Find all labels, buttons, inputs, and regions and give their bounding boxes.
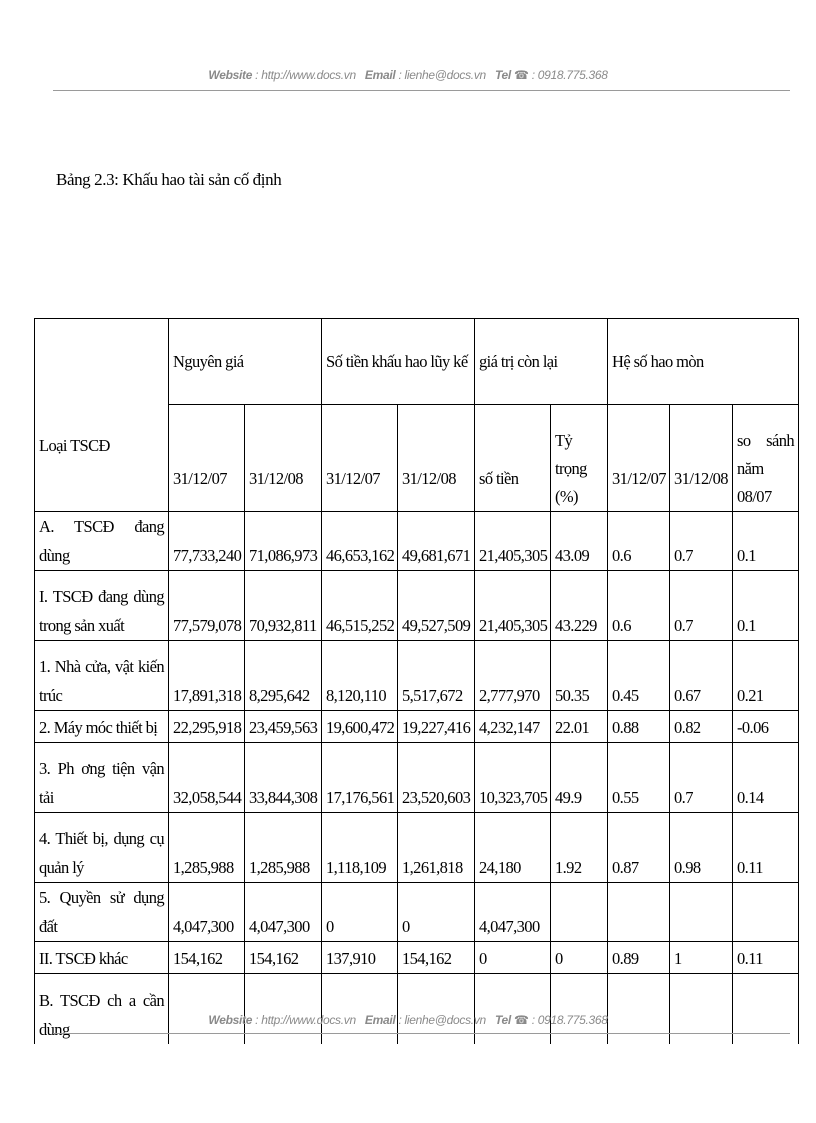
table-cell: 4,047,300 — [169, 883, 245, 942]
table-cell: 0.82 — [670, 711, 733, 743]
table-cell: 33,844,308 — [245, 743, 322, 813]
table-row — [35, 711, 799, 743]
table-cell: 17,891,318 — [169, 641, 245, 711]
row-label: 3. Ph ơng tiện vận tải — [35, 743, 169, 813]
table-cell — [608, 883, 670, 942]
email-value[interactable]: : lienhe@docs.vn — [398, 68, 486, 82]
table-cell: 0.7 — [670, 571, 733, 641]
table-cell: 8,120,110 — [322, 641, 398, 711]
website-label: Website — [208, 68, 253, 82]
sub-header-cell: 31/12/07 — [608, 405, 670, 512]
table-cell: 0.14 — [733, 743, 799, 813]
group-header-nguyen-gia: Nguyên giá — [169, 319, 322, 405]
table-row — [35, 641, 799, 711]
table-cell: 0.6 — [608, 512, 670, 571]
table-cell: 1,285,988 — [169, 813, 245, 883]
table-cell: 49,681,671 — [398, 512, 475, 571]
table-cell: 1 — [670, 942, 733, 974]
row-label: II. TSCĐ khác — [35, 942, 169, 974]
table-cell: 154,162 — [245, 942, 322, 974]
table-cell: 77,579,078 — [169, 571, 245, 641]
table-cell: 0.11 — [733, 813, 799, 883]
website-value[interactable]: : http://www.docs.vn — [255, 68, 356, 82]
tel-value: : 0918.775.368 — [531, 1013, 608, 1027]
table-cell: 46,653,162 — [322, 512, 398, 571]
table-cell: 0.1 — [733, 571, 799, 641]
page-footer — [0, 1013, 816, 1027]
table-cell: 0.21 — [733, 641, 799, 711]
table-cell: 154,162 — [398, 942, 475, 974]
depreciation-table — [34, 318, 799, 1044]
table-cell: 0.7 — [670, 743, 733, 813]
table-cell: 17,176,561 — [322, 743, 398, 813]
table-cell: 21,405,305 — [475, 512, 551, 571]
table-cell: 23,520,603 — [398, 743, 475, 813]
table-row — [35, 813, 799, 883]
tel-label: Tel — [494, 68, 511, 82]
table-cell: 1.92 — [551, 813, 608, 883]
table-cell: 1,118,109 — [322, 813, 398, 883]
table-cell: 0.88 — [608, 711, 670, 743]
email-label: Email — [364, 68, 396, 82]
table-cell: 46,515,252 — [322, 571, 398, 641]
table-cell: 23,459,563 — [245, 711, 322, 743]
row-label: I. TSCĐ đang dùng trong sản xuất — [35, 571, 169, 641]
row-label: 1. Nhà cửa, vật kiến trúc — [35, 641, 169, 711]
table-cell: 0.55 — [608, 743, 670, 813]
sub-header-cell: 31/12/07 — [322, 405, 398, 512]
table-cell: 50.35 — [551, 641, 608, 711]
sub-header-cell: 31/12/08 — [398, 405, 475, 512]
table-row — [35, 883, 799, 942]
table-row — [35, 942, 799, 974]
row-label: A. TSCĐ đang dùng — [35, 512, 169, 571]
sub-header-cell: số tiền — [475, 405, 551, 512]
table-cell: 0.7 — [670, 512, 733, 571]
table-cell: 2,777,970 — [475, 641, 551, 711]
table-cell: 0.11 — [733, 942, 799, 974]
table-cell: 24,180 — [475, 813, 551, 883]
table-cell: 32,058,544 — [169, 743, 245, 813]
table-cell: 0.98 — [670, 813, 733, 883]
email-value[interactable]: : lienhe@docs.vn — [398, 1013, 486, 1027]
table-cell: 137,910 — [322, 942, 398, 974]
table-cell: 4,047,300 — [475, 883, 551, 942]
table-cell: 154,162 — [169, 942, 245, 974]
table-cell: 0.87 — [608, 813, 670, 883]
table-row — [35, 571, 799, 641]
table-cell: 0 — [475, 942, 551, 974]
sub-header-cell: 31/12/08 — [670, 405, 733, 512]
table-cell: 4,047,300 — [245, 883, 322, 942]
table-caption: Bảng 2.3: Khấu hao tài sản cố định — [56, 170, 282, 189]
table-cell: 1,261,818 — [398, 813, 475, 883]
group-header-hao-mon: Hệ số hao mòn — [608, 319, 799, 405]
table-cell: 0.1 — [733, 512, 799, 571]
table-cell: 4,232,147 — [475, 711, 551, 743]
table-cell: 0.45 — [608, 641, 670, 711]
table-cell: 49.9 — [551, 743, 608, 813]
group-header-khau-hao: Số tiền khấu hao lũy kế — [322, 319, 475, 405]
table-cell: 0.6 — [608, 571, 670, 641]
table-cell: 43.229 — [551, 571, 608, 641]
table-cell: 10,323,705 — [475, 743, 551, 813]
table-cell: 22.01 — [551, 711, 608, 743]
table-cell: -0.06 — [733, 711, 799, 743]
table-cell: 70,932,811 — [245, 571, 322, 641]
table-cell — [733, 883, 799, 942]
tel-label: Tel — [494, 1013, 511, 1027]
table-cell: 1,285,988 — [245, 813, 322, 883]
website-value[interactable]: : http://www.docs.vn — [255, 1013, 356, 1027]
table-cell: 22,295,918 — [169, 711, 245, 743]
website-label: Website — [208, 1013, 253, 1027]
header-rule — [53, 90, 790, 91]
row-label: B. TSCĐ ch a cần dùng — [35, 974, 169, 1044]
tel-value: : 0918.775.368 — [531, 68, 608, 82]
table-cell: 77,733,240 — [169, 512, 245, 571]
row-label: 5. Quyền sử dụng đất — [35, 883, 169, 942]
footer-rule — [53, 1033, 790, 1034]
row-label: 4. Thiết bị, dụng cụ quản lý — [35, 813, 169, 883]
table-cell: 0.89 — [608, 942, 670, 974]
table-cell: 5,517,672 — [398, 641, 475, 711]
table-cell: 0 — [322, 883, 398, 942]
phone-icon: ☎ — [514, 68, 529, 82]
table-row — [35, 512, 799, 571]
sub-header-cell: so sánh năm 08/07 — [733, 405, 799, 512]
table-cell: 8,295,642 — [245, 641, 322, 711]
col-header-loai: Loại TSCĐ — [35, 319, 169, 512]
table-cell: 19,600,472 — [322, 711, 398, 743]
header-row-groups — [35, 319, 799, 405]
group-header-con-lai: giá trị còn lại — [475, 319, 608, 405]
table-cell: 21,405,305 — [475, 571, 551, 641]
table-cell: 0.67 — [670, 641, 733, 711]
sub-header-cell: Tỷ trọng (%) — [551, 405, 608, 512]
page-header-top — [0, 68, 816, 82]
table-cell: 71,086,973 — [245, 512, 322, 571]
row-label: 2. Máy móc thiết bị — [35, 711, 169, 743]
table-row — [35, 743, 799, 813]
table-cell: 43.09 — [551, 512, 608, 571]
email-label: Email — [364, 1013, 396, 1027]
sub-header-cell: 31/12/08 — [245, 405, 322, 512]
table-cell: 49,527,509 — [398, 571, 475, 641]
table-cell: 0 — [551, 942, 608, 974]
sub-header-cell: 31/12/07 — [169, 405, 245, 512]
table-cell: 0 — [398, 883, 475, 942]
table-cell — [670, 883, 733, 942]
table-cell: 19,227,416 — [398, 711, 475, 743]
table-cell — [551, 883, 608, 942]
phone-icon: ☎ — [514, 1013, 529, 1027]
